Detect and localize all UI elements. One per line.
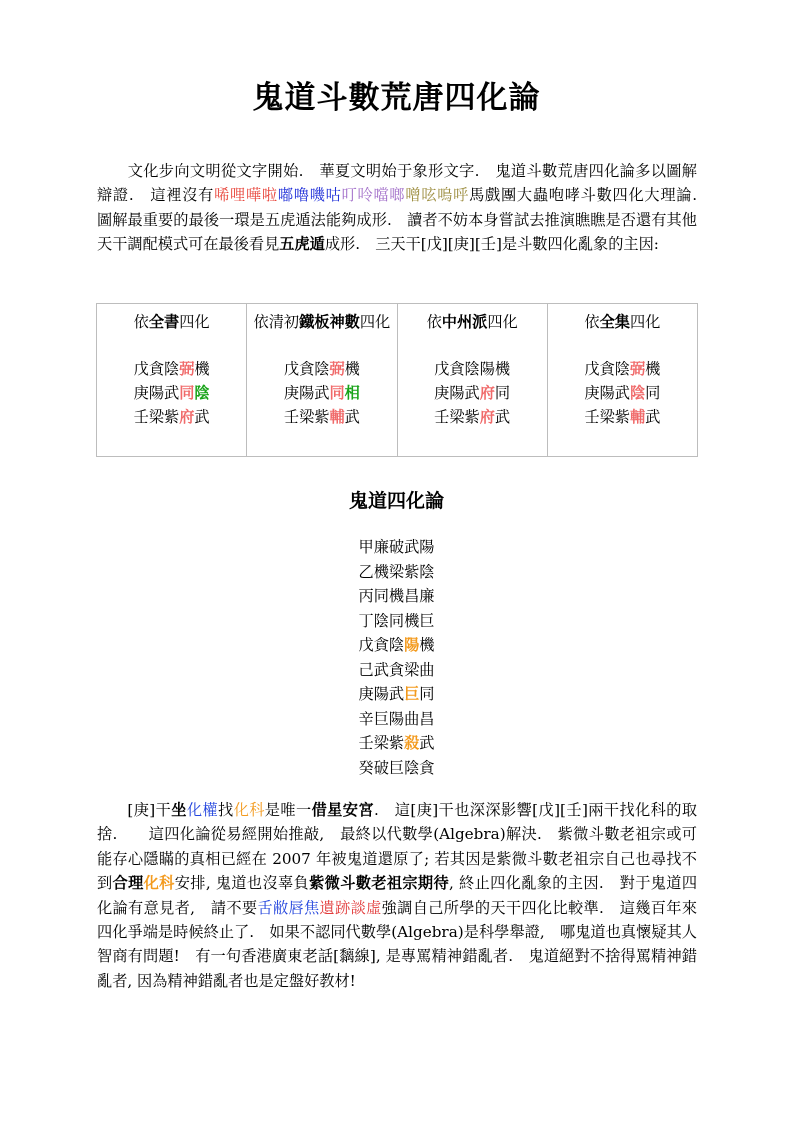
list-item: 己武貪梁曲 xyxy=(358,660,435,679)
table-row: 戊貪陰弼機 xyxy=(283,360,360,378)
list-item: 丁陰同機巨 xyxy=(358,611,435,630)
intro-text-1: 文化步向文明從文字開始. 華夏文明始于象形文字. 鬼道斗數荒唐四化論多以圖解辯證. 這裡沒有 xyxy=(97,162,697,205)
comparison-column xyxy=(397,304,547,457)
table-row: 戊貪陰弼機 xyxy=(133,360,210,378)
list-item: 甲廉破武陽 xyxy=(358,538,435,556)
comparison-table xyxy=(96,303,698,457)
intro-text-2: 馬戲團大蟲咆哮斗數四化大理論. 圖解最重要的最後一環是五虎遁法能夠成形. 讀者不妨本身嘗試去推演瞧瞧是否還有其他天干調配模式可在最後看見 xyxy=(97,186,713,254)
column-header: 依全書四化 xyxy=(133,313,210,331)
comparison-column xyxy=(97,304,247,457)
intro-text-3: 成形. 三天干[戊][庚][壬]是斗數四化亂象的主因: xyxy=(324,235,659,254)
table-row: 庚陽武同陰 xyxy=(133,384,210,402)
table-row: 庚陽武陰同 xyxy=(584,384,661,402)
table-row: 壬梁紫輔武 xyxy=(584,408,661,426)
table-row: 戊貪陰陽機 xyxy=(434,360,511,378)
table-row: 壬梁紫府武 xyxy=(133,408,210,426)
intro-olive-words: 噌呟嗚呼 xyxy=(405,186,470,205)
list-item: 辛巨陽曲昌 xyxy=(358,709,435,728)
column-header: 依全集四化 xyxy=(584,313,661,331)
table-row: 庚陽武府同 xyxy=(434,384,511,402)
page-title: 鬼道斗數荒唐四化論 xyxy=(252,80,541,116)
column-header: 依清初鐵板神數四化 xyxy=(253,313,391,331)
list-item: 乙機梁紫陰 xyxy=(358,562,435,581)
list-item: 丙同機昌廉 xyxy=(358,587,435,605)
list-item: 戊貪陰陽機 xyxy=(358,636,435,654)
intro-red-words: 唏哩嘩啦 xyxy=(214,186,278,205)
column-header: 依中州派四化 xyxy=(426,313,518,331)
comparison-column xyxy=(547,304,697,457)
list-item: 庚陽武巨同 xyxy=(358,685,435,703)
list-item: 癸破巨陰貪 xyxy=(358,758,435,777)
table-row: 壬梁紫府武 xyxy=(434,408,511,426)
closing-paragraph: [庚]干坐化權找化科是唯一借星安宮. 這[庚]干也深深影響[戊][壬]兩干找化科的取捨. 這四化論從易經開始推敲, 最終以代數學(Algebra)解決. 紫微斗數老祖宗或可能存心隱瞞的真相已經在 2007 年被鬼道還原了; 若其因是紫微斗數老祖宗自己也尋找不到合理化科安排, 鬼道也沒辜負紫微斗數老祖宗期待, 終止四化亂象的主因. 對于鬼道四化論有意見者, 請不要舌敝唇焦遺跡談虛強調自己所學的天干四化比較準. 這幾百年來四化爭端是時候終止了. 如果不認同代數學(Algebra)是科學舉證, 哪鬼道也真懷疑其人智商有問題! 有一句香港廣東老話[黐線], 是專罵精神錯亂者. 鬼道絕對不捨得罵精神錯亂者, 因為精神錯亂者也是定盤好教材! xyxy=(97,801,698,990)
comparison-column xyxy=(247,304,397,457)
intro-blue-words: 嘟嚕嘰咕 xyxy=(277,186,342,205)
intro-purple-words: 叮呤噹啷 xyxy=(341,186,406,205)
table-row: 庚陽武同相 xyxy=(283,384,360,402)
intro-paragraph xyxy=(97,159,713,257)
intro-wuhudun: 五虎遁 xyxy=(279,235,325,254)
section-title: 鬼道四化論 xyxy=(348,490,444,512)
sihua-list xyxy=(0,535,793,780)
table-row: 戊貪陰弼機 xyxy=(584,360,661,378)
list-item: 壬梁紫殺武 xyxy=(358,734,435,752)
table-row: 壬梁紫輔武 xyxy=(283,408,360,426)
